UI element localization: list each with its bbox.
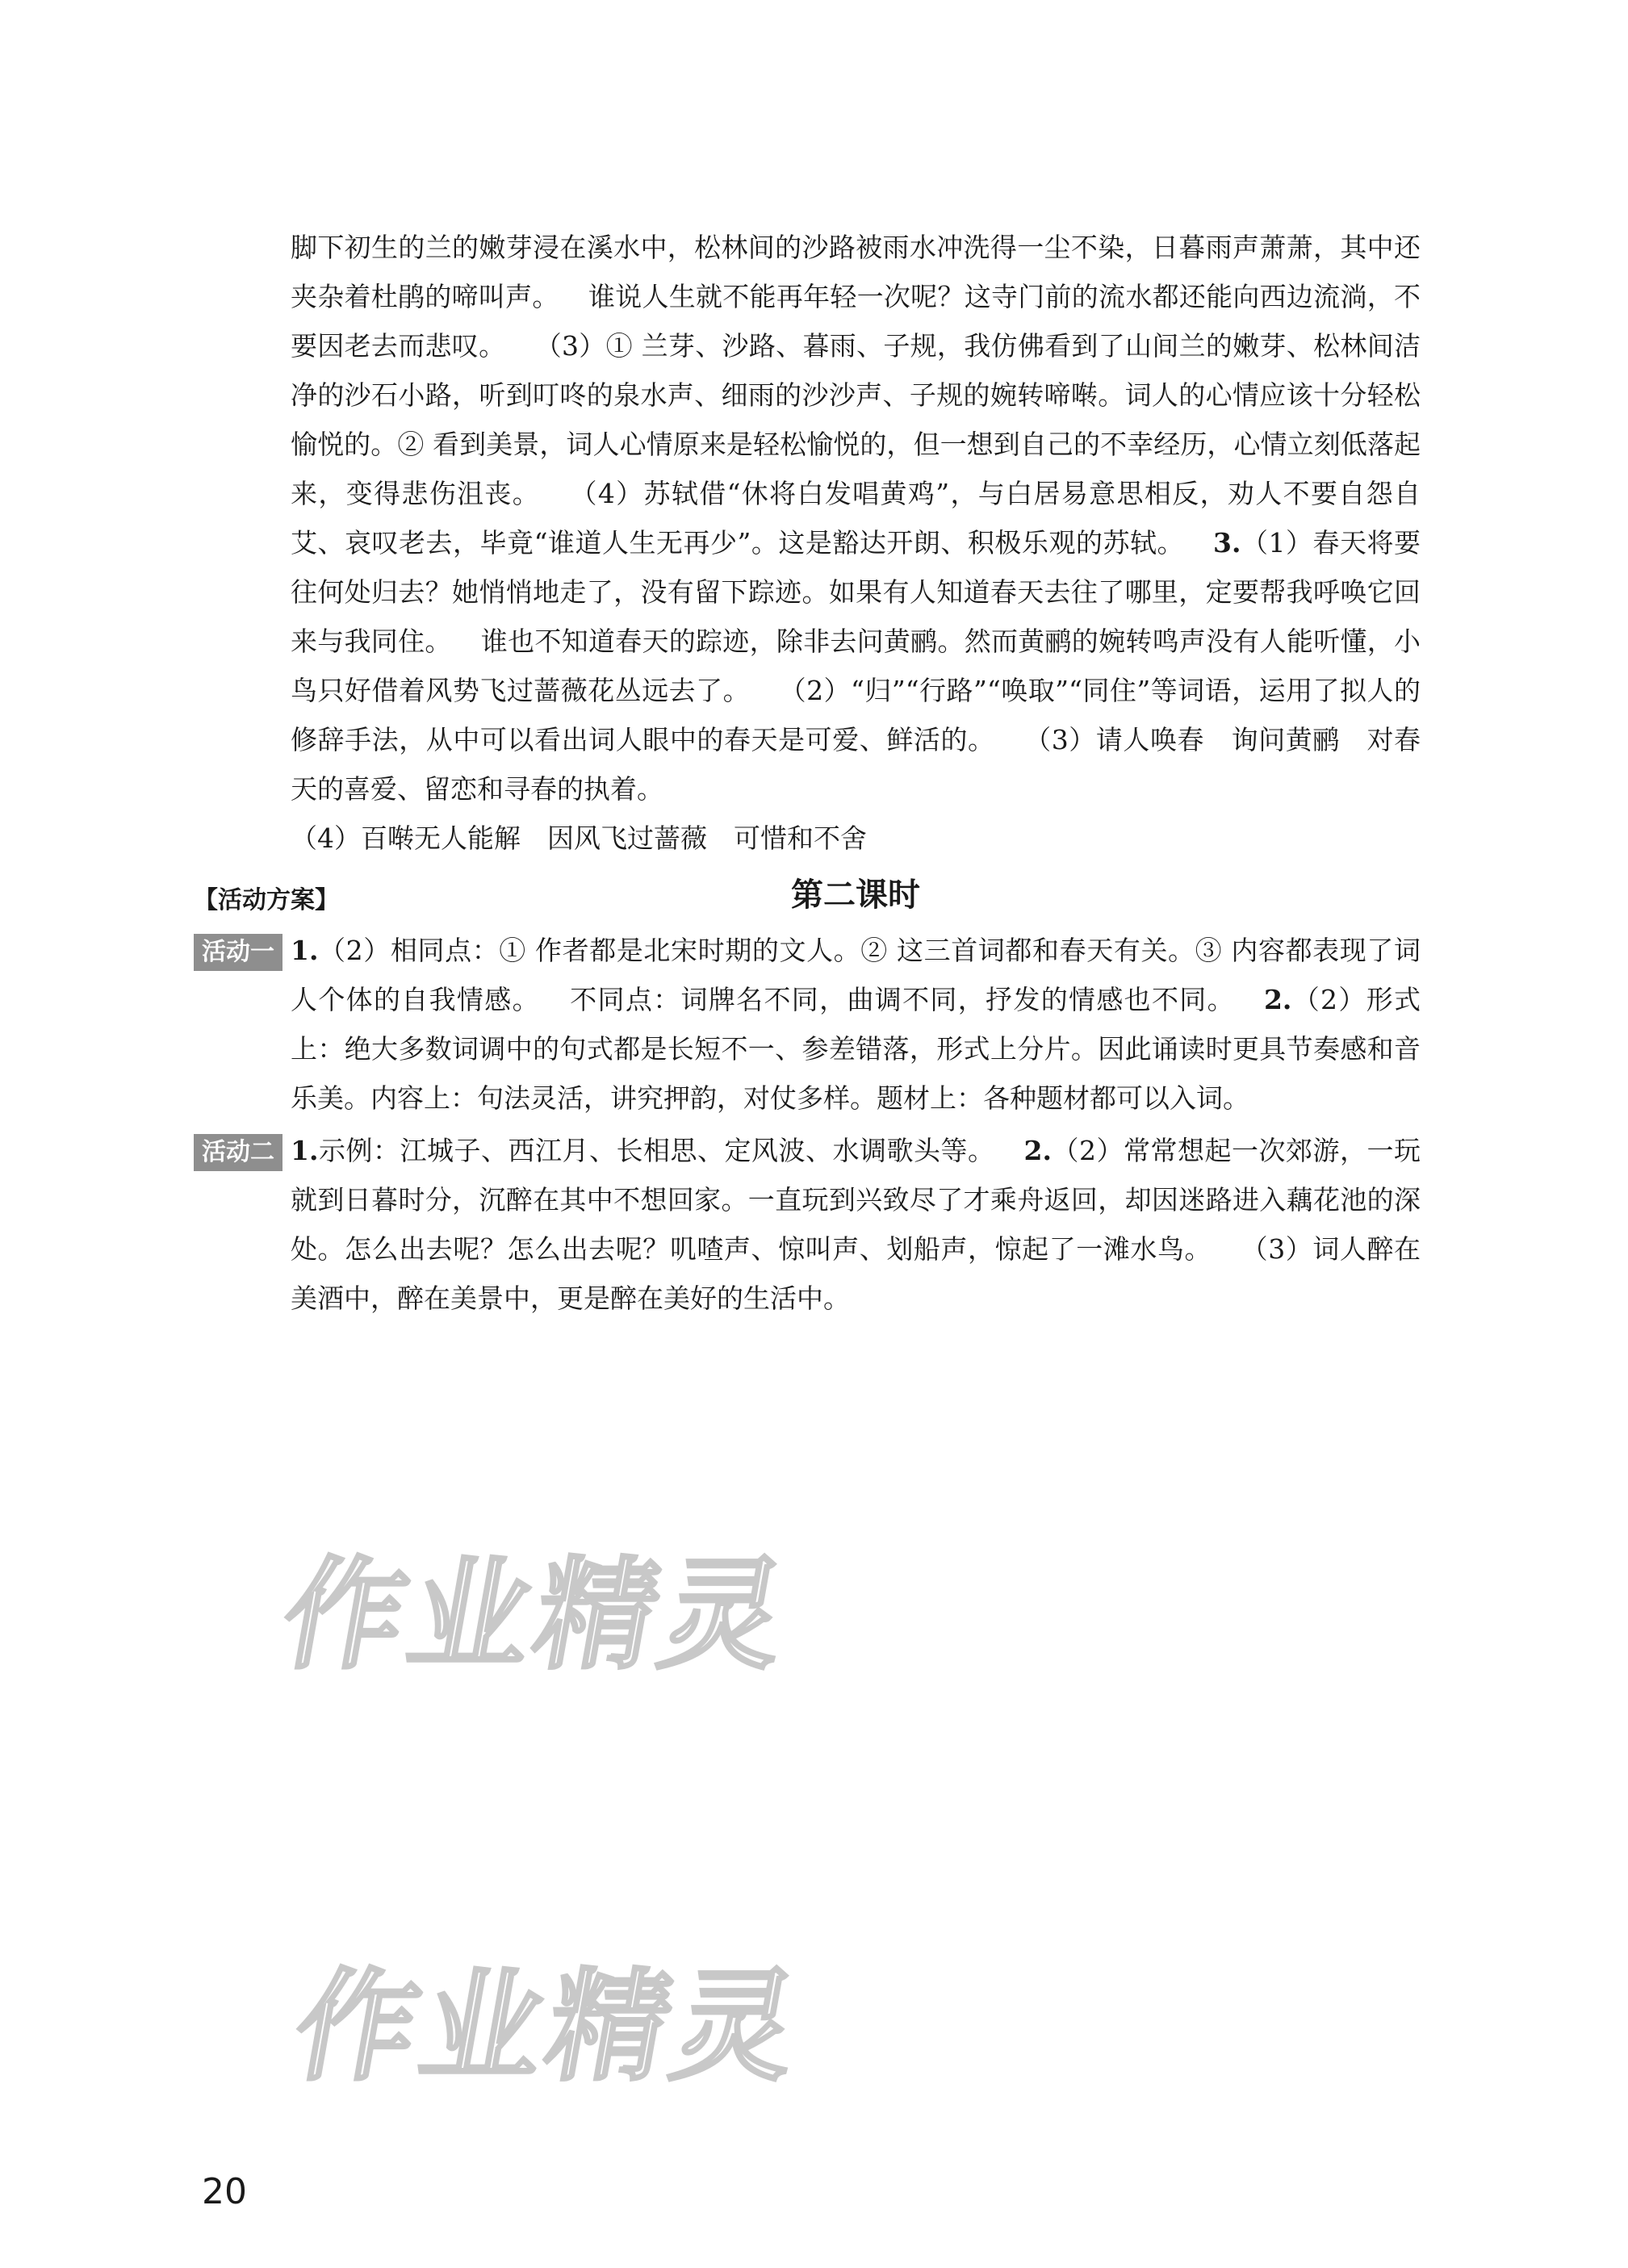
continuation-paragraph [291,223,1421,814]
question-number: 1. [291,1135,319,1166]
answer-text: （3）请人唤春 询问黄鹂 对春天的喜爱、留恋和寻春的执着。 [291,724,1421,805]
answer-text: （2）常常想起一次郊游，一玩就到日暮时分，沉醉在其中不想回家。一直玩到兴致尽了才乘舟返回，却因迷路进入藕花池的深处。怎么出去呢？怎么出去呢？叽喳声、惊叫声、划船声，惊起了一滩水鸟。 [291,1135,1421,1265]
answer-text: （2）形式上：绝大多数词调中的句式都是长短不一、参差错落，形式上分片。因此诵读时更具节奏感和音乐美。内容上：句法灵活，讲究押韵，对仗多样。题材上：各种题材都可以入词。 [291,984,1421,1114]
answer-text: （2）“归”“行路”“唤取”“同住”等词语，运用了拟人的修辞手法，从中可以看出词人眼中的春天是可爱、鲜活的。 [291,675,1421,755]
page-number: 20 [202,2171,247,2212]
activity-one-tag: 活动一 [194,934,282,971]
question-number: 2. [1023,1135,1052,1166]
answer-text: 脚下初生的兰的嫩芽浸在溪水中，松林间的沙路被雨水冲洗得一尘不染，日暮雨声萧萧，其中还夹杂着杜鹃的啼叫声。 [291,232,1421,312]
question-number: 2. [1263,984,1292,1015]
watermark-logo: 作业精灵 [284,1957,813,2098]
section-heading: 【活动方案】 [194,886,339,914]
answer-text: 谁说人生就不能再年轻一次呢？这寺门前的流水都还能向西边流淌，不要因老去而悲叹。 [291,281,1421,362]
answer-text: （2）相同点：① 作者都是北宋时期的文人。② 这三首词都和春天有关。③ 内容都表现了词人个体的自我情感。 [291,935,1421,1015]
answer-text: 不同点：词牌名不同，曲调不同，抒发的情感也不同。 [568,984,1235,1015]
question-number: 1. [291,935,319,966]
watermark-logo: 作业精灵 [272,1546,801,1686]
answer-continuation [291,223,1421,934]
activity-one-body [291,926,1421,1123]
activity-one [194,926,1421,1123]
continuation-last-line: （4）百啭无人能解 因风飞过蔷薇 可惜和不舍 [291,822,867,854]
lesson-title: 第二课时 [791,877,920,914]
answer-text: 示例：江城子、西江月、长相思、定风波、水调歌头等。 [318,1135,995,1166]
answer-text: （3）词人醉在美酒中，醉在美景中，更是醉在美好的生活中。 [291,1233,1421,1314]
activity-two-tag: 活动二 [194,1134,282,1171]
answer-text: 谁也不知道春天的踪迹，除非去问黄鹂。然而黄鹂的婉转鸣声没有人能听懂，小鸟只好借着风势飞过蔷薇花丛远去了。 [291,626,1421,706]
activity-two [194,1126,1421,1323]
activity-two-body [291,1126,1421,1323]
answer-text: （1）春天将要往何处归去？她悄悄地走了，没有留下踪迹。如果有人知道春天去往了哪里，定要帮我呼唤它回来与我同住。 [291,527,1421,657]
answer-text: （4）苏轼借“休将白发唱黄鸡”，与白居易意思相反，劝人不要自怨自艾、哀叹老去，毕竟“谁道人生无再少”。这是豁达开朗、积极乐观的苏轼。 [291,478,1421,559]
question-number: 3. [1213,527,1241,559]
answer-text: （3）① 兰芽、沙路、暮雨、子规，我仿佛看到了山间兰的嫩芽、松林间洁净的沙石小路，听到叮咚的泉水声、细雨的沙沙声、子规的婉转啼啭。词人的心情应该十分轻松愉悦的。② 看到美景，词人心情原来是轻松愉悦的，但一想到自己的不幸经历，心情立刻低落起来，变得悲伤沮丧。 [291,330,1421,509]
